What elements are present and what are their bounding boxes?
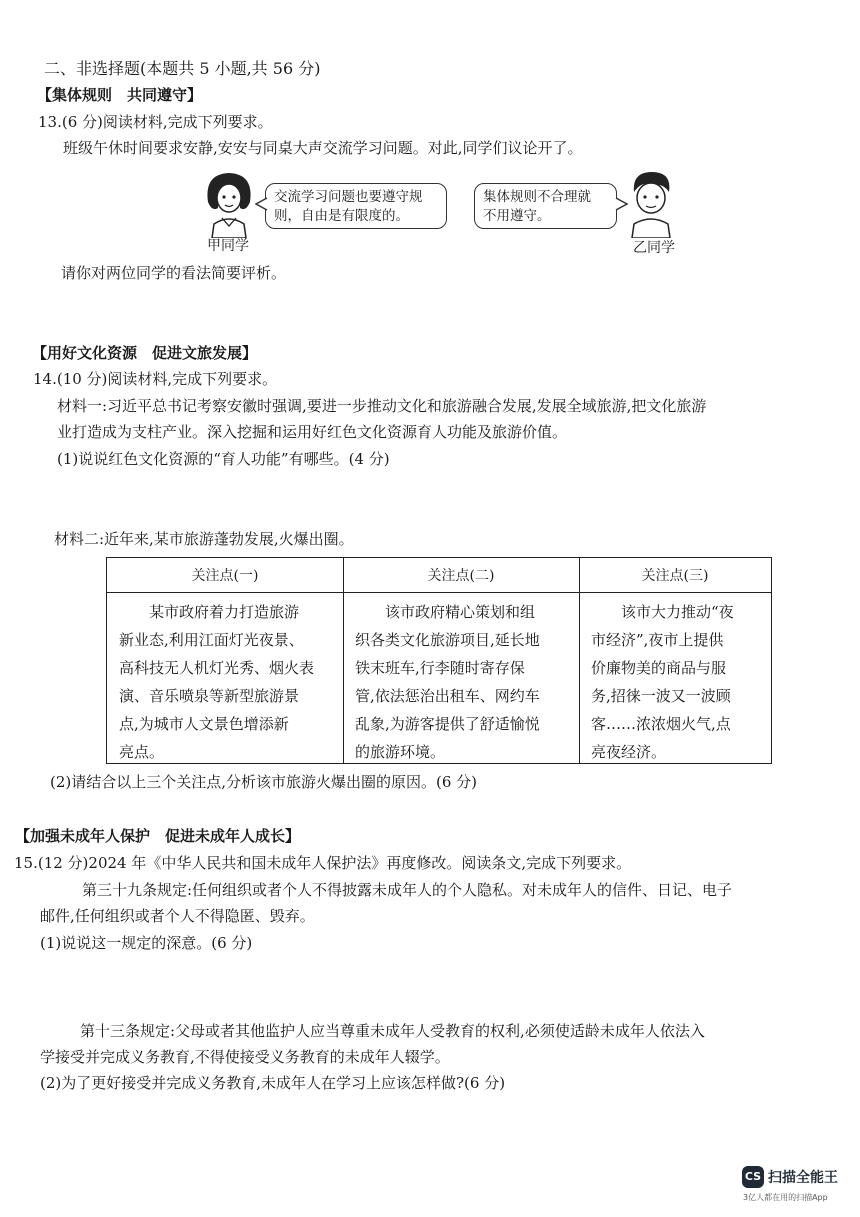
q13-material: 班级午休时间要求安静,安安与同桌大声交流学习问题。对此,同学们议论开了。: [63, 139, 583, 157]
q15-stem: 15.(12 分)2024 年《中华人民共和国未成年人保护法》再度修改。阅读条文,完成下列要求。: [14, 854, 632, 872]
section-title: 二、非选择题(本题共 5 小题,共 56 分): [44, 59, 321, 78]
cell-line: 价廉物美的商品与服: [591, 659, 727, 677]
topic-heading-minor-protection: 【加强未成年人保护 促进未成年人成长】: [15, 827, 301, 845]
student-b-speech-line1: 集体规则不合理就: [483, 189, 591, 205]
q14-subquestion-1: (1)说说红色文化资源的“育人功能”有哪些。(4 分): [57, 450, 390, 468]
bubble-a-tail: [254, 196, 268, 212]
q15-article39-line2: 邮件,任何组织或者个人不得隐匿、毁弃。: [40, 907, 315, 925]
focus-points-table: [106, 557, 772, 764]
q15-subquestion-1: (1)说说这一规定的深意。(6 分): [40, 934, 253, 952]
cell-line: 新业态,利用江面灯光夜景、: [119, 631, 304, 649]
table-cell-1: [119, 598, 339, 766]
table-header-3: 关注点(三): [641, 568, 709, 584]
student-a-speech-line1: 交流学习问题也要遵守规: [274, 189, 423, 205]
student-a-illustration: [200, 168, 258, 238]
table-divider: [579, 558, 580, 763]
q14-stem: 14.(10 分)阅读材料,完成下列要求。: [33, 370, 278, 388]
cell-line: 该市政府精心策划和组: [355, 603, 536, 621]
cell-line: 织各类文化旅游项目,延长地: [355, 631, 540, 649]
student-a-speech-line2: 则，自由是有限度的。: [274, 208, 409, 224]
cell-line: 高科技无人机灯光秀、烟火表: [119, 659, 315, 677]
q14-material2: 材料二:近年来,某市旅游蓬勃发展,火爆出圈。: [54, 530, 354, 548]
topic-heading-culture-tourism: 【用好文化资源 促进文旅发展】: [32, 344, 258, 362]
q14-material1-line2: 业打造成为支柱产业。深入挖掘和运用好红色文化资源育人功能及旅游价值。: [57, 423, 568, 441]
q15-article13-line1: 第十三条规定:父母或者其他监护人应当尊重未成年人受教育的权利,必须使适龄未成年人依法入: [80, 1022, 705, 1040]
q14-material1-line1: 材料一:习近平总书记考察安徽时强调,要进一步推动文化和旅游融合发展,发展全域旅游,把文化旅游: [57, 397, 707, 415]
cell-line: 管,依法惩治出租车、网约车: [355, 687, 540, 705]
cell-line: 亮点。: [119, 743, 165, 761]
cell-line: 该市大力推动“夜: [591, 603, 734, 621]
cell-line: 亮夜经济。: [591, 743, 667, 761]
table-header-2: 关注点(二): [427, 568, 495, 584]
watermark-tagline: 3亿人都在用的扫描App: [743, 1193, 828, 1202]
cell-line: 演、音乐喷泉等新型旅游景: [119, 687, 300, 705]
student-a-speech-bubble: [265, 183, 447, 229]
cell-line: 市经济”,夜市上提供: [591, 631, 724, 649]
table-divider: [343, 558, 344, 763]
student-b-speech-bubble: [474, 183, 617, 229]
cell-line: 点,为城市人文景色增添新: [119, 715, 289, 733]
q15-subquestion-2: (2)为了更好接受并完成义务教育,未成年人在学习上应该怎样做?(6 分): [40, 1074, 506, 1092]
student-a-name: 甲同学: [207, 238, 249, 254]
cell-line: 客……浓浓烟火气,点: [591, 715, 731, 733]
table-header-1: 关注点(一): [191, 568, 259, 584]
cell-line: 某市政府着力打造旅游: [119, 603, 300, 621]
q15-article39-line1: 第三十九条规定:任何组织或者个人不得披露未成年人的个人隐私。对未成年人的信件、日记、电子: [82, 881, 733, 899]
cell-line: 铁末班车,行李随时寄存保: [355, 659, 525, 677]
q13-question: 请你对两位同学的看法简要评析。: [61, 264, 287, 282]
student-b-speech-line2: 不用遵守。: [483, 208, 551, 224]
camscanner-logo-icon: CS: [742, 1166, 764, 1188]
table-cell-3: [591, 598, 769, 766]
cell-line: 乱象,为游客提供了舒适愉悦: [355, 715, 540, 733]
student-b-name: 乙同学: [633, 240, 675, 256]
cell-line: 务,招徕一波又一波顾: [591, 687, 731, 705]
q14-subquestion-2: (2)请结合以上三个关注点,分析该市旅游火爆出圈的原因。(6 分): [50, 773, 478, 791]
cell-line: 的旅游环境。: [355, 743, 446, 761]
watermark-brand: 扫描全能王: [768, 1170, 838, 1186]
table-cell-2: [355, 598, 577, 766]
student-b-illustration: [622, 168, 680, 238]
q15-article13-line2: 学接受并完成义务教育,不得使接受义务教育的未成年人辍学。: [40, 1048, 450, 1066]
topic-heading-collective-rules: 【集体规则 共同遵守】: [37, 86, 203, 104]
q13-stem: 13.(6 分)阅读材料,完成下列要求。: [38, 113, 273, 131]
